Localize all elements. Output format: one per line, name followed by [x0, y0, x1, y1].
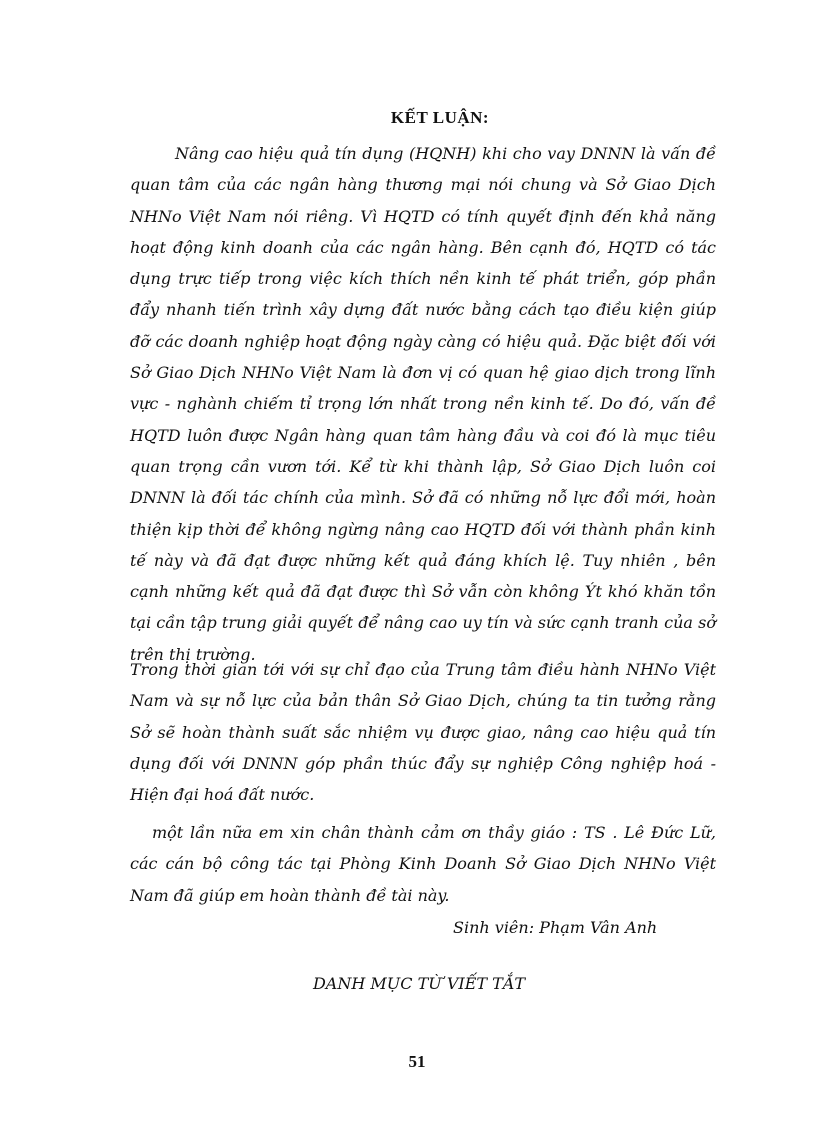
student-signature: Sinh viên: Phạm Vân Anh — [453, 918, 658, 937]
conclusion-paragraph-1: Nâng cao hiệu quả tín dụng (HQNH) khi cho vay DNNN là vấn đề quan tâm của các ngân hàng thương mại nói chung và Sở Giao Dịch NHNo Việt Nam nói riêng. Vì HQTD có tính quyết định đến khả năng hoạt động kinh doanh của các ngân hàng. Bên cạnh đó, HQTD có tác dụng trực tiếp trong việc kích thích nền kinh tế phát triển, góp phần đẩy nhanh tiến trình xây dựng đất nước bằng cách tạo điều kiện giúp đỡ các doanh nghiệp hoạt động ngày càng có hiệu quả. Đặc biệt đối với Sở Giao Dịch NHNo Việt Nam là đơn vị có quan hệ giao dịch trong lĩnh vực - nghành chiếm tỉ trọng lớn nhất trong nền kinh tế. Do đó, vấn đề HQTD luôn được Ngân hàng quan tâm hàng đầu và coi đó là mục tiêu quan trọng cần vươn tới. Kể từ khi thành lập, Sở Giao Dịch luôn coi DNNN là đối tác chính của mình. Sở đã có những nỗ lực đổi mới, hoàn thiện kịp thời để không ngừng nâng cao HQTD đối với thành phần kinh tế này và đã đạt được những kết quả đáng khích lệ. Tuy nhiên , bên cạnh những kết quả đã đạt được thì Sở vẫn còn không Ýt khó khăn tồn tại cần tập trung giải quyết để nâng cao uy tín và sức cạnh tranh của sở trên thị trường. — [130, 144, 716, 664]
acknowledgement-paragraph: một lần nữa em xin chân thành cảm ơn thầy giáo : TS . Lê Đức Lữ, các cán bộ công tác tại Phòng Kinh Doanh Sở Giao Dịch NHNo Việt Nam đã giúp em hoàn thành đề tài này. — [130, 823, 716, 905]
conclusion-paragraph-2: Trong thời gian tới với sự chỉ đạo của Trung tâm điều hành NHNo Việt Nam và sự nỗ lực của bản thân Sở Giao Dịch, chúng ta tin tưởng rằng Sở sẽ hoàn thành suất sắc nhiệm vụ được giao, nâng cao hiệu quả tín dụng đối với DNNN góp phần thúc đẩy sự nghiệp Công nghiệp hoá - Hiện đại hoá đất nước. — [130, 660, 716, 805]
page-title: KẾT LUẬN: — [390, 108, 490, 127]
page-number: 51 — [408, 1052, 426, 1071]
abbreviations-heading: DANH MỤC TỪ VIẾT TẮT — [312, 974, 526, 993]
